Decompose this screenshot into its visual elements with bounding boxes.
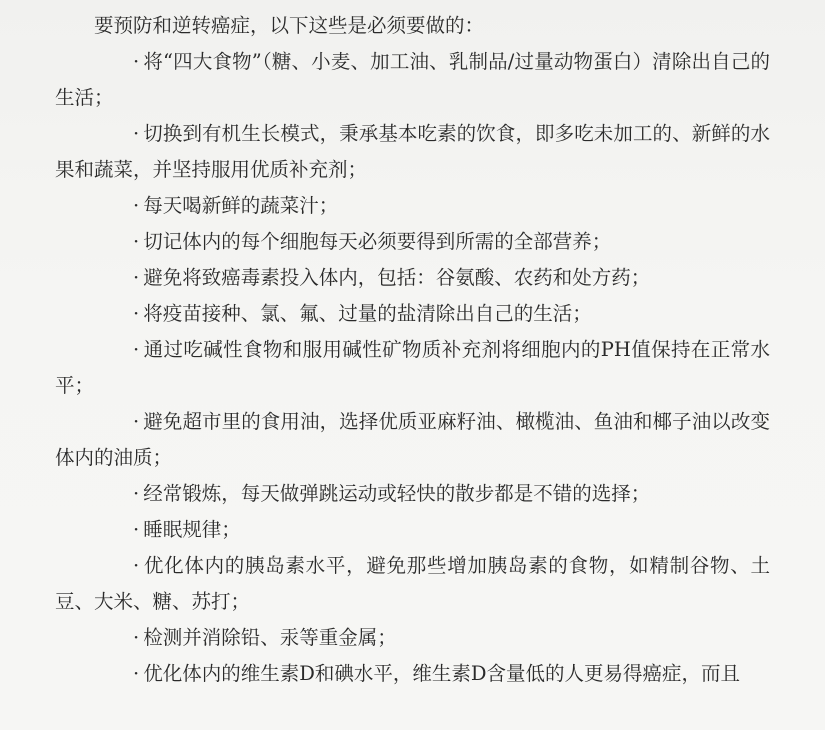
list-item-text: 每天喝新鲜的蔬菜汁； bbox=[143, 194, 339, 217]
list-item-text: 切记体内的每个细胞每天必须要得到所需的全部营养； bbox=[143, 230, 612, 253]
list-item bbox=[55, 332, 770, 404]
list-item-text: 睡眠规律； bbox=[143, 518, 241, 541]
list-item-text: 将疫苗接种、氯、氟、过量的盐清除出自己的生活； bbox=[143, 302, 592, 325]
bullet-mark: · bbox=[133, 230, 140, 253]
bullet-mark: · bbox=[133, 518, 140, 541]
list-item-text: 检测并消除铅、汞等重金属； bbox=[143, 626, 397, 649]
list-item-text: 优化体内的胰岛素水平，避免那些增加胰岛素的食物，如精制谷物、土豆、大米、糖、苏打； bbox=[55, 554, 770, 613]
bullet-mark: · bbox=[133, 122, 140, 145]
bullet-mark: · bbox=[133, 338, 140, 361]
list-item-text: 避免超市里的食用油，选择优质亚麻籽油、橄榄油、鱼油和椰子油以改变体内的油质； bbox=[55, 410, 770, 469]
bullet-mark: · bbox=[133, 482, 140, 505]
list-item bbox=[55, 116, 770, 188]
list-item bbox=[55, 296, 770, 332]
bullet-mark: · bbox=[133, 626, 140, 649]
list-item-text: 切换到有机生长模式，秉承基本吃素的饮食，即多吃未加工的、新鲜的水果和蔬菜，并坚持服用优质补充剂； bbox=[55, 122, 770, 181]
list-item-text: 优化体内的维生素D和碘水平，维生素D含量低的人更易得癌症，而且 bbox=[143, 662, 740, 685]
bullet-mark: · bbox=[133, 662, 140, 685]
list-item bbox=[55, 188, 770, 224]
list-item-text: 经常锻炼，每天做弹跳运动或轻快的散步都是不错的选择； bbox=[143, 482, 651, 505]
list-item-text: 避免将致癌毒素投入体内，包括：谷氨酸、农药和处方药； bbox=[143, 266, 651, 289]
bullet-mark: · bbox=[133, 302, 140, 325]
bullet-mark: · bbox=[133, 266, 140, 289]
list-item bbox=[55, 512, 770, 548]
list-item bbox=[55, 224, 770, 260]
list-item-text: 通过吃碱性食物和服用碱性矿物质补充剂将细胞内的PH值保持在正常水平； bbox=[55, 338, 770, 397]
list-item bbox=[55, 656, 770, 692]
list-item bbox=[55, 620, 770, 656]
document-body bbox=[55, 8, 770, 692]
list-item bbox=[55, 476, 770, 512]
bullet-mark: · bbox=[133, 50, 140, 73]
list-item bbox=[55, 404, 770, 476]
bullet-mark: · bbox=[133, 410, 140, 433]
list-item bbox=[55, 44, 770, 116]
bullet-mark: · bbox=[133, 194, 140, 217]
intro-paragraph: 要预防和逆转癌症，以下这些是必须要做的： bbox=[94, 14, 485, 37]
list-item-text: 将“四大食物”（糖、小麦、加工油、乳制品/过量动物蛋白）清除出自己的生活； bbox=[55, 50, 770, 109]
list-item bbox=[55, 548, 770, 620]
list-item bbox=[55, 260, 770, 296]
bullet-mark: · bbox=[133, 554, 140, 577]
